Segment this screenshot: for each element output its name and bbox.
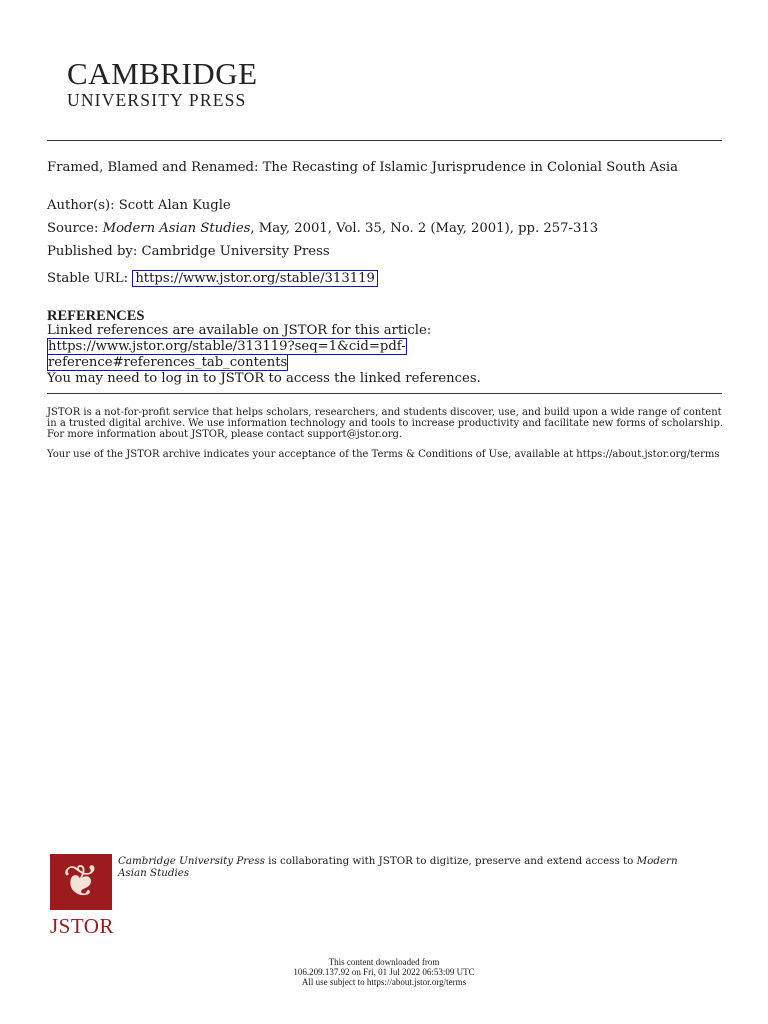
references-link-part1[interactable]: https://www.jstor.org/stable/313119?seq=1&cid=pdf-	[48, 339, 406, 354]
references-heading: REFERENCES	[47, 308, 145, 324]
terms-notice: Your use of the JSTOR archive indicates your acceptance of the Terms & Conditions of Use, available at https://about.jstor.org/terms	[47, 449, 720, 460]
source-label: Source:	[47, 221, 99, 236]
title-text: Framed, Blamed and Renamed: The Recasting of Islamic Jurisprudence in Colonial South Asia	[47, 160, 679, 175]
authors-label: Author(s):	[47, 198, 115, 213]
references-link-part2[interactable]: reference#references_tab_contents	[48, 355, 288, 370]
footer-line1: This content downloaded from	[328, 957, 440, 967]
source-line	[47, 221, 737, 236]
collab-publisher: Cambridge University Press	[118, 855, 265, 867]
jstor-emblem-icon: ❦	[50, 854, 112, 910]
stable-url-line	[47, 271, 737, 286]
footer-line3: All use subject to https://about.jstor.org/terms	[301, 977, 467, 987]
logo-wordmark: CAMBRIDGE	[67, 56, 258, 91]
footer-line2: 106.209.137.92 on Fri, 01 Jul 2022 06:53:09 UTC	[293, 967, 475, 977]
authors-value: Scott Alan Kugle	[118, 198, 231, 213]
references-block	[47, 323, 737, 387]
article-title	[47, 160, 737, 175]
stable-url-link[interactable]: https://www.jstor.org/stable/313119	[132, 270, 378, 287]
journal-name: Modern Asian Studies	[102, 221, 251, 236]
publisher-value: Cambridge University Press	[141, 244, 330, 259]
jstor-notice: JSTOR is a not-for-profit service that helps scholars, researchers, and students discover, use, and build upon a wide range of content in a trusted digital archive. We use information technology and tools to increase productivity and facilitate new forms of scholarship. For more information about JSTOR, please contact support@jstor.org.	[47, 407, 724, 440]
collab-journal: Modern Asian Studies	[118, 855, 678, 879]
authors-line	[47, 198, 737, 213]
references-link[interactable]	[47, 339, 737, 371]
download-footer	[0, 957, 768, 987]
collab-text: is collaborating with JSTOR to digitize, preserve and extend access to	[264, 855, 637, 867]
source-details: , May, 2001, Vol. 35, No. 2 (May, 2001), pp. 257-313	[250, 221, 599, 236]
publisher-line	[47, 244, 737, 259]
references-login-note: You may need to log in to JSTOR to access the linked references.	[47, 371, 481, 386]
collaboration-statement	[118, 856, 698, 879]
published-by-label: Published by:	[47, 244, 138, 259]
cambridge-logo	[67, 58, 258, 110]
logo-subtitle: UNIVERSITY PRESS	[67, 90, 247, 110]
mid-divider	[47, 393, 722, 394]
jstor-wordmark: JSTOR	[50, 914, 114, 938]
references-intro: Linked references are available on JSTOR for this article:	[47, 323, 432, 338]
stable-url-label: Stable URL:	[47, 271, 129, 286]
top-divider	[47, 140, 722, 141]
jstor-logo	[50, 854, 114, 939]
